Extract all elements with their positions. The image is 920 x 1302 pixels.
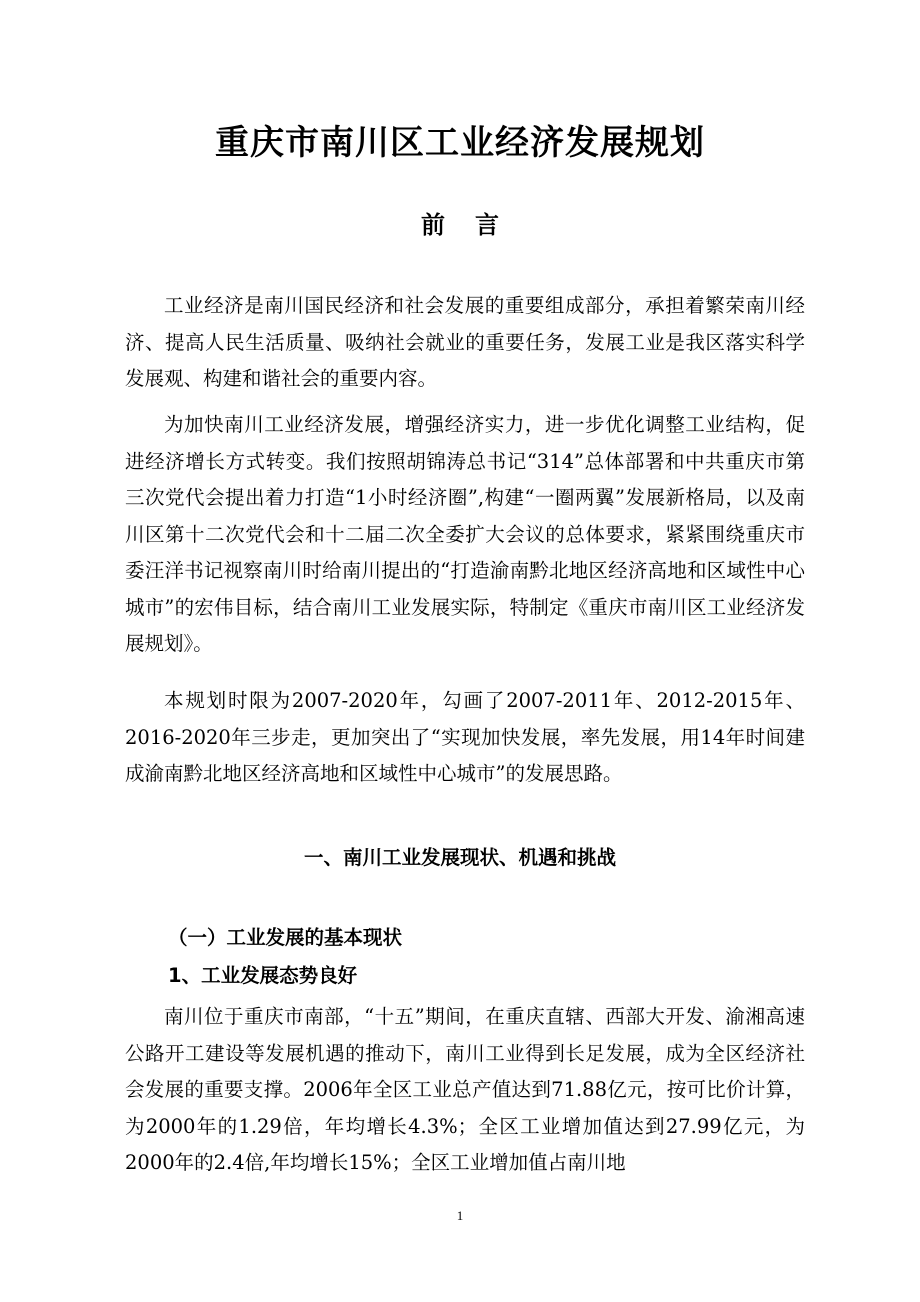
subsubsection-heading: 1、工业发展态势良好 (168, 964, 358, 987)
preface-paragraph-3 (125, 683, 805, 793)
section-paragraph (125, 999, 805, 1182)
preface-heading: 前言 (421, 211, 529, 239)
paragraph-text: 南川位于重庆市南部，“十五”期间，在重庆直辖、西部大开发、渝湘高速公路开工建设等发展机遇的推动下，南川工业得到长足发展，成为全区经济社会发展的重要支撑。2006年全区工业总产值达到71.88亿元，按可比价计算，为2000年的1.29倍，年均增长4.3%；全区工业增加值达到27.99亿元，为2000年的2.4倍,年均增长15%；全区工业增加值占南川地 (125, 1005, 805, 1174)
paragraph-text: 为加快南川工业经济发展，增强经济实力，进一步优化调整工业结构，促进经济增长方式转变。我们按照胡锦涛总书记“314”总体部署和中共重庆市第三次党代会提出着力打造“1小时经济圈”,构建“一圈两翼”发展新格局，以及南川区第十二次党代会和十二届二次全委扩大会议的总体要求，紧紧围绕重庆市委汪洋书记视察南川时给南川提出的“打造渝南黔北地区经济高地和区域性中心城市”的宏伟目标，结合南川工业发展实际，特制定《重庆市南川区工业经济发展规划》。 (125, 413, 805, 655)
page-number: 1 (456, 1208, 464, 1223)
preface-paragraph-1 (125, 288, 805, 398)
paragraph-text: 本规划时限为2007-2020年，勾画了2007-2011年、2012-2015年、2016-2020年三步走，更加突出了“实现加快发展，率先发展，用14年时间建成渝南黔北地区经济高地和区域性中心城市”的发展思路。 (125, 689, 805, 785)
document-title: 重庆市南川区工业经济发展规划 (215, 123, 705, 163)
preface-paragraph-2 (125, 407, 805, 663)
section-heading: 一、南川工业发展现状、机遇和挑战 (303, 846, 616, 869)
subsection-heading: （一）工业发展的基本现状 (168, 926, 403, 949)
paragraph-text: 工业经济是南川国民经济和社会发展的重要组成部分，承担着繁荣南川经济、提高人民生活质量、吸纳社会就业的重要任务，发展工业是我区落实科学发展观、构建和谐社会的重要内容。 (125, 294, 805, 390)
